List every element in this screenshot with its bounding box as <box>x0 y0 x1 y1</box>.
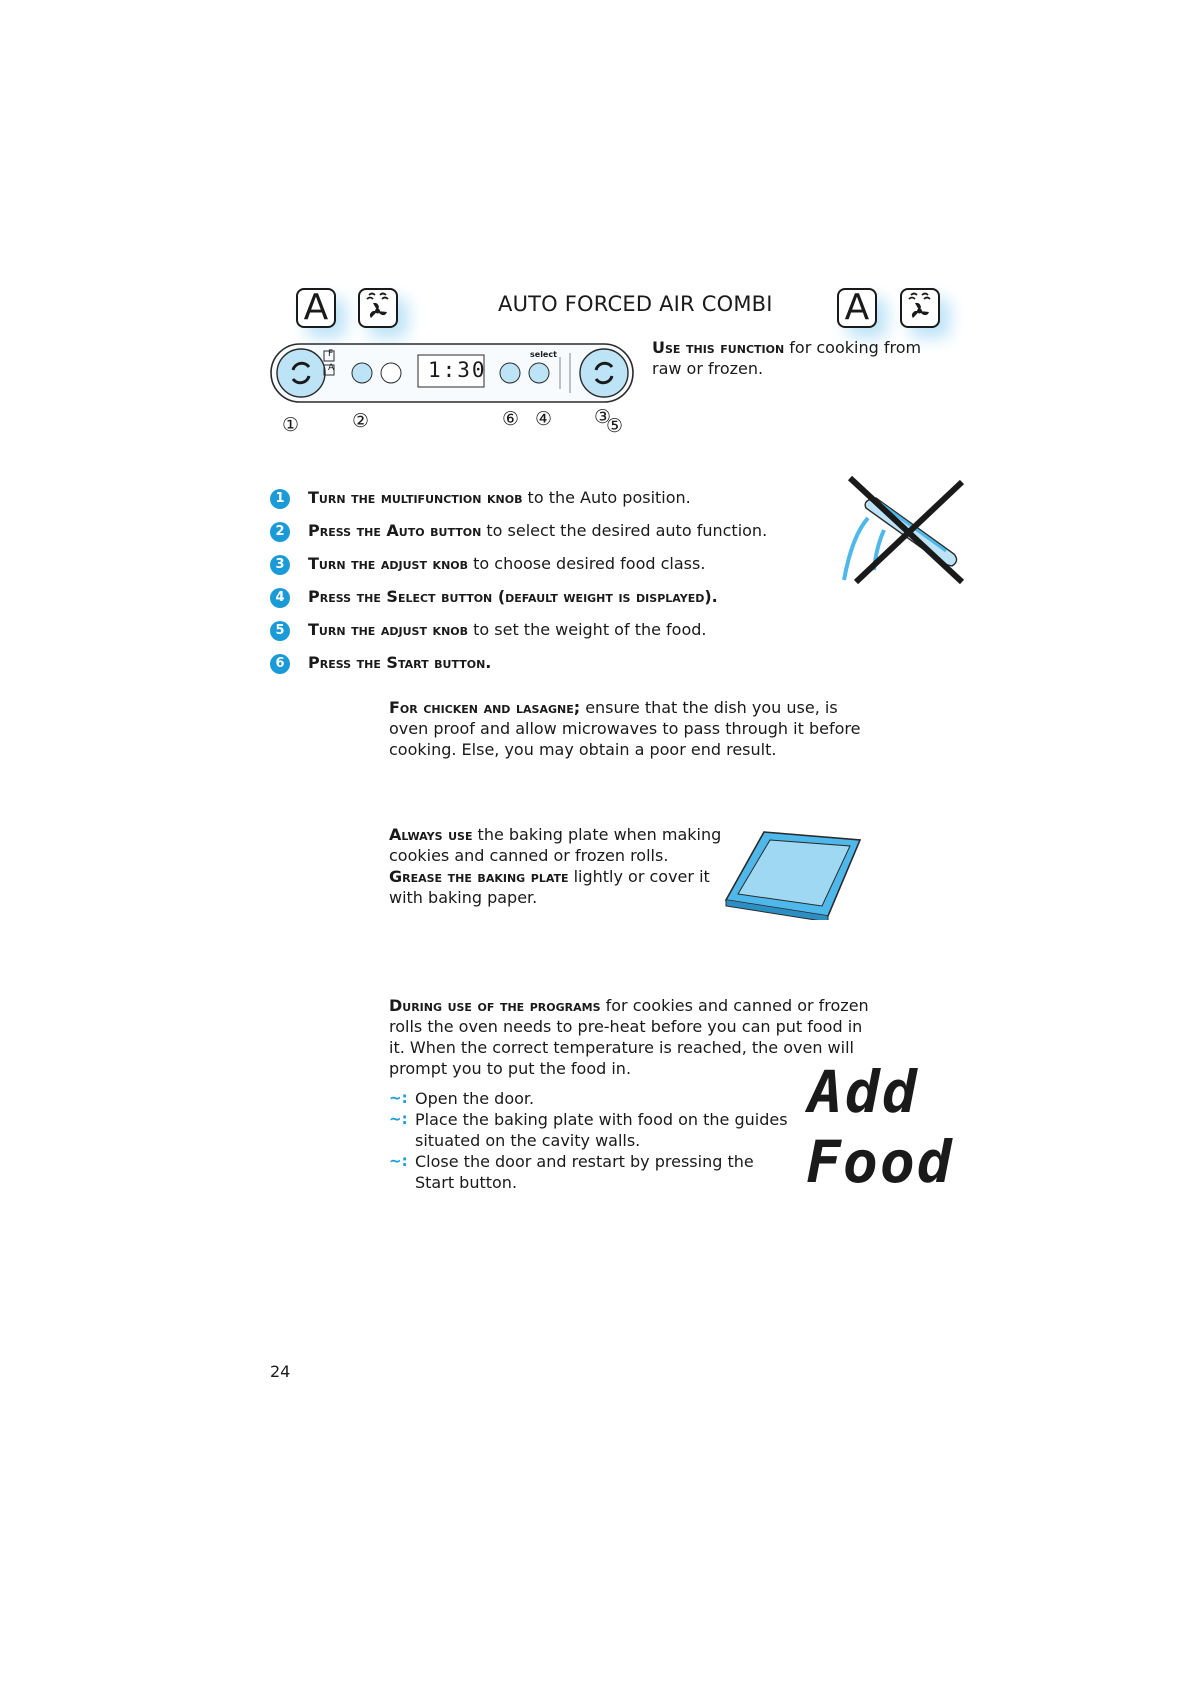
display-word-food: Food <box>806 1128 954 1196</box>
forced-air-fan-icon-right <box>900 288 940 328</box>
intro-text: Use this function for cooking from raw or frozen. <box>652 338 922 378</box>
list-item: ~: Close the door and restart by pressing the Start button. <box>389 1152 754 1192</box>
baking-plate-icon <box>724 828 864 920</box>
auto-mode-icon: A <box>296 288 336 328</box>
callout-2: ② <box>352 410 370 432</box>
panel-label-f: F <box>328 349 334 359</box>
callout-5: ⑤ <box>606 415 624 437</box>
display-word-add: Add <box>808 1058 919 1126</box>
callout-4: ④ <box>535 408 553 430</box>
callout-6: ⑥ <box>502 408 520 430</box>
note-baking-plate: Always use the baking plate when making cookies and canned or frozen rolls. Grease the baking plate lightly or cover it with baking paper. <box>389 825 722 907</box>
panel-label-a: A <box>328 363 335 373</box>
auto-mode-icon-right: A <box>837 288 877 328</box>
note-chicken-lasagne: For chicken and lasagne; ensure that the dish you use, is oven proof and allow microwaves to pass through it before cooking. Else, you may obtain a poor end result. <box>389 698 861 759</box>
callout-1: ① <box>282 414 300 436</box>
page-number: 24 <box>270 1362 291 1381</box>
callout-3: ③ <box>594 406 612 428</box>
note-programs: During use of the programs for cookies and canned or frozen rolls the oven needs to pre-heat before you can put food in it. When the correct temperature is reached, the oven will prompt you to put the food in. <box>389 996 869 1078</box>
programs-bullet-list <box>389 1088 789 1193</box>
page-title: AUTO FORCED AIR COMBI <box>498 292 773 316</box>
forced-air-fan-icon <box>358 288 398 328</box>
list-item: ~: Open the door. <box>389 1089 535 1108</box>
panel-select-label: select <box>530 350 557 359</box>
no-grill-rack-icon <box>836 476 966 584</box>
list-item: ~: Place the baking plate with food on the guides situated on the cavity walls. <box>389 1110 788 1150</box>
panel-display-time: 1:30 <box>428 358 487 382</box>
